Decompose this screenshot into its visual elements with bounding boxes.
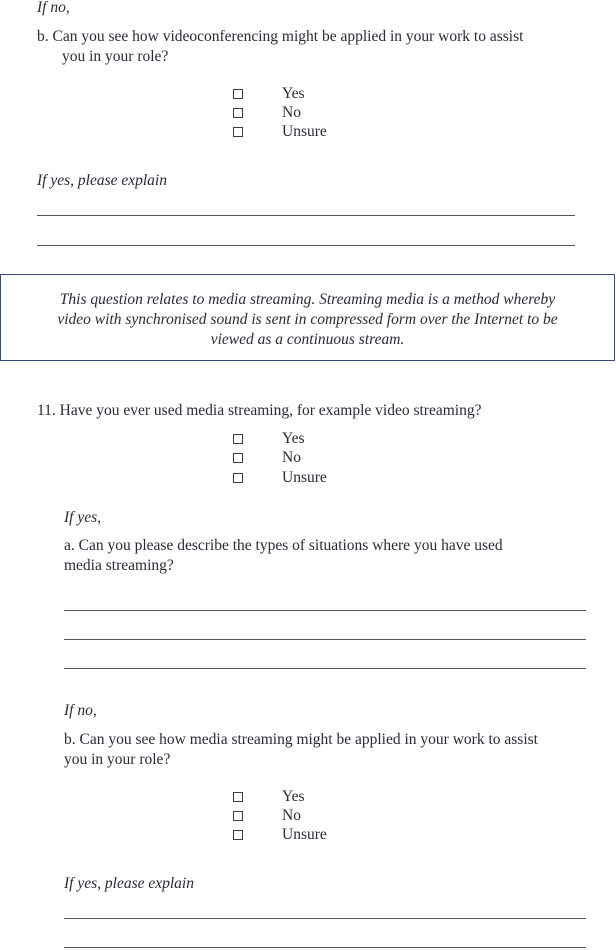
checkbox[interactable]: [233, 792, 243, 802]
option-yes[interactable]: [233, 787, 353, 807]
if-no-label: If no,: [37, 0, 70, 16]
explain-prompt: If yes, please explain: [37, 172, 167, 189]
option-label: Unsure: [282, 469, 327, 486]
option-yes[interactable]: [233, 84, 353, 104]
sub-question-b-line1: b. Can you see how media streaming might be applied in your work to assist: [64, 731, 538, 748]
media-streaming-callout: [0, 274, 615, 361]
if-yes-label: If yes,: [64, 509, 102, 526]
explain-prompt: If yes, please explain: [64, 875, 194, 892]
checkbox[interactable]: [233, 89, 243, 99]
checkbox[interactable]: [233, 830, 243, 840]
checkbox[interactable]: [233, 108, 243, 118]
answer-line[interactable]: [37, 215, 575, 216]
sub-question-a-line2: media streaming?: [64, 557, 174, 574]
answer-line[interactable]: [64, 918, 586, 919]
if-no-label: If no,: [64, 702, 97, 719]
answer-line[interactable]: [64, 639, 586, 640]
option-yes[interactable]: [233, 429, 353, 449]
option-unsure[interactable]: [233, 825, 353, 845]
option-no[interactable]: [233, 103, 353, 123]
option-label: No: [282, 807, 301, 824]
callout-line-3: viewed as a continuous stream.: [210, 331, 405, 348]
answer-line[interactable]: [64, 947, 586, 948]
option-unsure[interactable]: [233, 122, 353, 142]
option-label: Unsure: [282, 826, 327, 843]
option-label: Yes: [282, 85, 305, 102]
checkbox[interactable]: [233, 453, 243, 463]
checkbox[interactable]: [233, 434, 243, 444]
checkbox[interactable]: [233, 811, 243, 821]
sub-question-a-line1: a. Can you please describe the types of situations where you have used: [64, 537, 503, 554]
checkbox[interactable]: [233, 473, 243, 483]
answer-line[interactable]: [37, 245, 575, 246]
option-label: Unsure: [282, 123, 327, 140]
option-label: No: [282, 104, 301, 121]
sub-question-b-line2: you in your role?: [64, 751, 171, 768]
question-b-line2: you in your role?: [62, 48, 169, 65]
answer-line[interactable]: [64, 668, 586, 669]
option-no[interactable]: [233, 448, 353, 468]
callout-line-1: This question relates to media streaming. Streaming media is a method whereby: [59, 291, 556, 308]
option-label: No: [282, 449, 301, 466]
checkbox[interactable]: [233, 127, 243, 137]
callout-line-2: video with synchronised sound is sent in compressed form over the Internet to be: [57, 311, 558, 328]
option-label: Yes: [282, 788, 305, 805]
question-11: 11. Have you ever used media streaming, for example video streaming?: [37, 402, 482, 419]
option-unsure[interactable]: [233, 468, 353, 488]
question-b-line1: b. Can you see how videoconferencing might be applied in your work to assist: [37, 28, 524, 45]
answer-line[interactable]: [64, 610, 586, 611]
option-no[interactable]: [233, 806, 353, 826]
option-label: Yes: [282, 430, 305, 447]
